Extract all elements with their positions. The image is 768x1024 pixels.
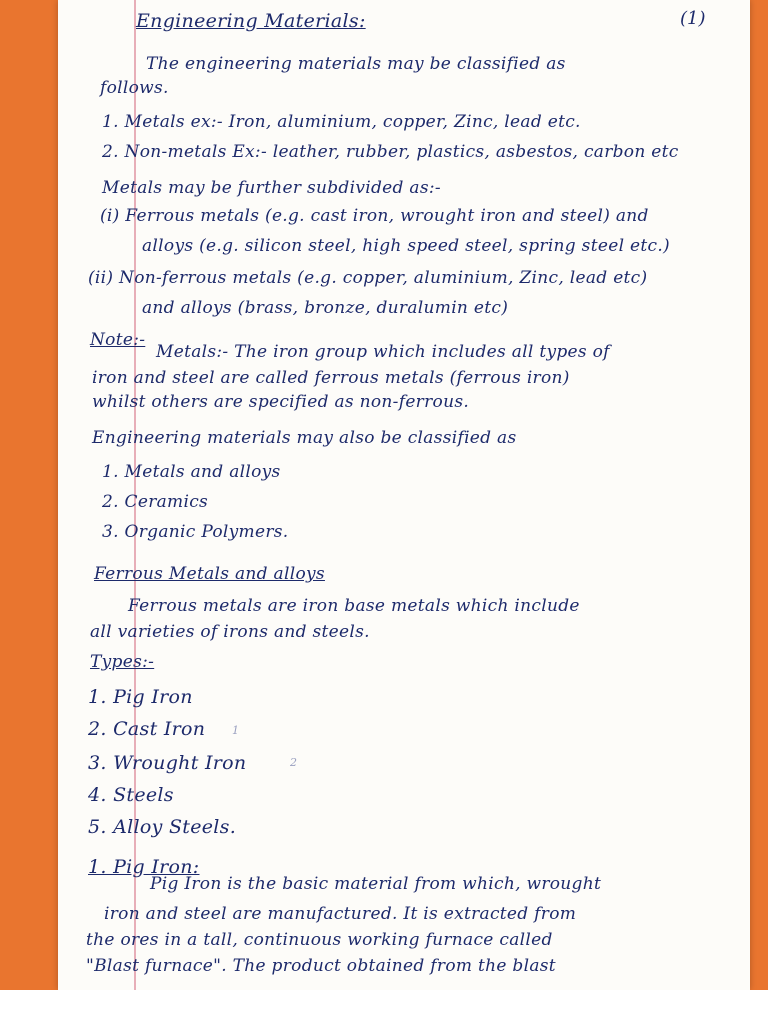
pig-iron-heading: 1. Pig Iron: [88, 856, 200, 878]
page-title: Engineering Materials: [136, 10, 366, 32]
intro-line-2: follows. [100, 78, 169, 98]
list2-item-3: 3. Organic Polymers. [102, 522, 289, 542]
pig-line-1: Pig Iron is the basic material from which, wrought [150, 874, 602, 894]
ferrous-line-1: (i) Ferrous metals (e.g. cast iron, wrought iron and steel) and [100, 206, 649, 226]
note-line-3: whilst others are specified as non-ferrous. [92, 392, 470, 412]
list1-item-2: 2. Non-metals Ex:- leather, rubber, plastics, asbestos, carbon etc [102, 142, 679, 162]
page-number: (1) [680, 8, 706, 29]
note-label: Note:- [90, 330, 146, 350]
note-line-2: iron and steel are called ferrous metals (ferrous iron) [92, 368, 570, 388]
type-item-1: 1. Pig Iron [88, 686, 193, 708]
ferrous-def-2: all varieties of irons and steels. [90, 622, 370, 642]
note-line-1: Metals:- The iron group which includes all types of [156, 342, 610, 362]
list2-item-1: 1. Metals and alloys [102, 462, 281, 482]
ferrous-def-1: Ferrous metals are iron base metals which include [128, 596, 580, 616]
ferrous-line-2: alloys (e.g. silicon steel, high speed steel, spring steel etc.) [142, 236, 670, 256]
margin-mark-2: 2 [290, 756, 297, 769]
types-heading: Types:- [90, 652, 155, 672]
list2-item-2: 2. Ceramics [102, 492, 209, 512]
type-item-4: 4. Steels [88, 784, 174, 806]
nonferrous-line-2: and alloys (brass, bronze, duralumin etc) [142, 298, 509, 318]
notebook-page [58, 0, 750, 990]
subdivide-text: Metals may be further subdivided as:- [102, 178, 441, 198]
type-item-5: 5. Alloy Steels. [88, 816, 237, 838]
type-item-3: 3. Wrought Iron [88, 752, 247, 774]
pig-line-2: iron and steel are manufactured. It is extracted from [104, 904, 577, 924]
bottom-background [0, 990, 768, 1024]
intro-line-1: The engineering materials may be classified as [146, 54, 566, 74]
list1-item-1: 1. Metals ex:- Iron, aluminium, copper, Zinc, lead etc. [102, 112, 581, 132]
section-heading: Ferrous Metals and alloys [94, 564, 325, 584]
type-item-2: 2. Cast Iron [88, 718, 206, 740]
pig-line-3: the ores in a tall, continuous working furnace called [86, 930, 553, 950]
classify-text: Engineering materials may also be classified as [92, 428, 517, 448]
nonferrous-line-1: (ii) Non-ferrous metals (e.g. copper, aluminium, Zinc, lead etc) [88, 268, 648, 288]
pig-line-4: "Blast furnace". The product obtained from the blast [86, 956, 556, 976]
margin-mark-1: 1 [232, 724, 239, 737]
